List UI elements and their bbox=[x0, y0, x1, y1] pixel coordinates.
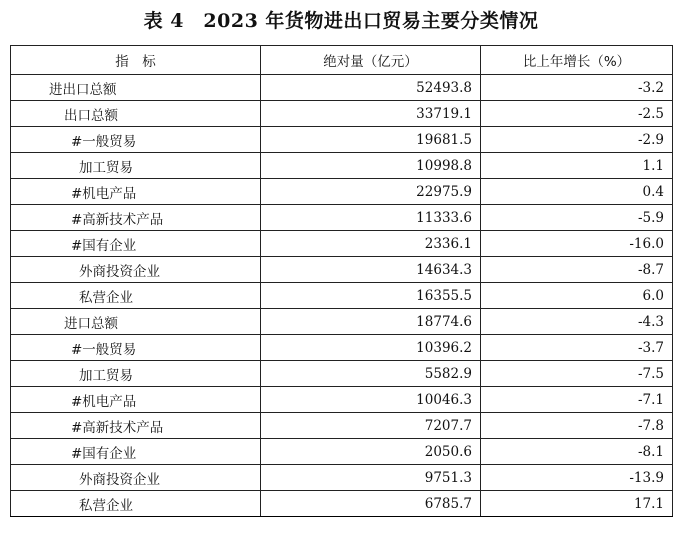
row-absolute-value: 14634.3 bbox=[261, 257, 481, 283]
row-label: 加工贸易 bbox=[11, 361, 261, 387]
header-absolute-value: 绝对量（亿元） bbox=[261, 46, 481, 75]
row-label: 私营企业 bbox=[11, 491, 261, 517]
table-row bbox=[11, 257, 673, 283]
row-label: 进口总额 bbox=[11, 309, 261, 335]
table-row bbox=[11, 101, 673, 127]
table-row bbox=[11, 335, 673, 361]
row-absolute-value: 6785.7 bbox=[261, 491, 481, 517]
row-growth: -2.9 bbox=[481, 127, 673, 153]
row-growth: -7.5 bbox=[481, 361, 673, 387]
row-absolute-value: 33719.1 bbox=[261, 101, 481, 127]
header-row bbox=[11, 46, 673, 75]
row-label: #高新技术产品 bbox=[11, 205, 261, 231]
row-growth: -4.3 bbox=[481, 309, 673, 335]
row-growth: 0.4 bbox=[481, 179, 673, 205]
table-row bbox=[11, 413, 673, 439]
row-growth: -5.9 bbox=[481, 205, 673, 231]
row-label: #机电产品 bbox=[11, 387, 261, 413]
table-title: 表 4 2023 年货物进出口贸易主要分类情况 bbox=[143, 10, 539, 32]
row-label: #国有企业 bbox=[11, 231, 261, 257]
row-growth: -16.0 bbox=[481, 231, 673, 257]
table-row bbox=[11, 283, 673, 309]
row-label: 进出口总额 bbox=[11, 75, 261, 101]
table-row bbox=[11, 153, 673, 179]
row-absolute-value: 16355.5 bbox=[261, 283, 481, 309]
row-absolute-value: 19681.5 bbox=[261, 127, 481, 153]
table-row bbox=[11, 231, 673, 257]
row-label: #一般贸易 bbox=[11, 127, 261, 153]
table-row bbox=[11, 491, 673, 517]
table-row bbox=[11, 387, 673, 413]
row-absolute-value: 52493.8 bbox=[261, 75, 481, 101]
row-growth: -3.2 bbox=[481, 75, 673, 101]
row-growth: -3.7 bbox=[481, 335, 673, 361]
table-row bbox=[11, 361, 673, 387]
row-absolute-value: 10396.2 bbox=[261, 335, 481, 361]
row-label: #一般贸易 bbox=[11, 335, 261, 361]
row-label: 出口总额 bbox=[11, 101, 261, 127]
row-absolute-value: 10998.8 bbox=[261, 153, 481, 179]
row-growth: 6.0 bbox=[481, 283, 673, 309]
header-indicator: 指 标 bbox=[11, 46, 261, 75]
table-row bbox=[11, 309, 673, 335]
row-absolute-value: 2336.1 bbox=[261, 231, 481, 257]
row-growth: -13.9 bbox=[481, 465, 673, 491]
row-growth: -8.1 bbox=[481, 439, 673, 465]
row-absolute-value: 10046.3 bbox=[261, 387, 481, 413]
row-absolute-value: 2050.6 bbox=[261, 439, 481, 465]
row-label: 外商投资企业 bbox=[11, 465, 261, 491]
row-growth: 17.1 bbox=[481, 491, 673, 517]
table-row bbox=[11, 439, 673, 465]
header-growth: 比上年增长（%） bbox=[481, 46, 673, 75]
table-row bbox=[11, 465, 673, 491]
row-absolute-value: 18774.6 bbox=[261, 309, 481, 335]
row-label: 加工贸易 bbox=[11, 153, 261, 179]
row-growth: -7.1 bbox=[481, 387, 673, 413]
row-label: #国有企业 bbox=[11, 439, 261, 465]
row-growth: -2.5 bbox=[481, 101, 673, 127]
row-label: 私营企业 bbox=[11, 283, 261, 309]
row-absolute-value: 11333.6 bbox=[261, 205, 481, 231]
table-row bbox=[11, 75, 673, 101]
table-row bbox=[11, 127, 673, 153]
row-growth: 1.1 bbox=[481, 153, 673, 179]
table-row bbox=[11, 179, 673, 205]
row-label: #高新技术产品 bbox=[11, 413, 261, 439]
row-absolute-value: 7207.7 bbox=[261, 413, 481, 439]
row-absolute-value: 5582.9 bbox=[261, 361, 481, 387]
row-label: 外商投资企业 bbox=[11, 257, 261, 283]
trade-table bbox=[10, 45, 673, 517]
table-row bbox=[11, 205, 673, 231]
row-growth: -8.7 bbox=[481, 257, 673, 283]
row-label: #机电产品 bbox=[11, 179, 261, 205]
row-growth: -7.8 bbox=[481, 413, 673, 439]
row-absolute-value: 22975.9 bbox=[261, 179, 481, 205]
row-absolute-value: 9751.3 bbox=[261, 465, 481, 491]
